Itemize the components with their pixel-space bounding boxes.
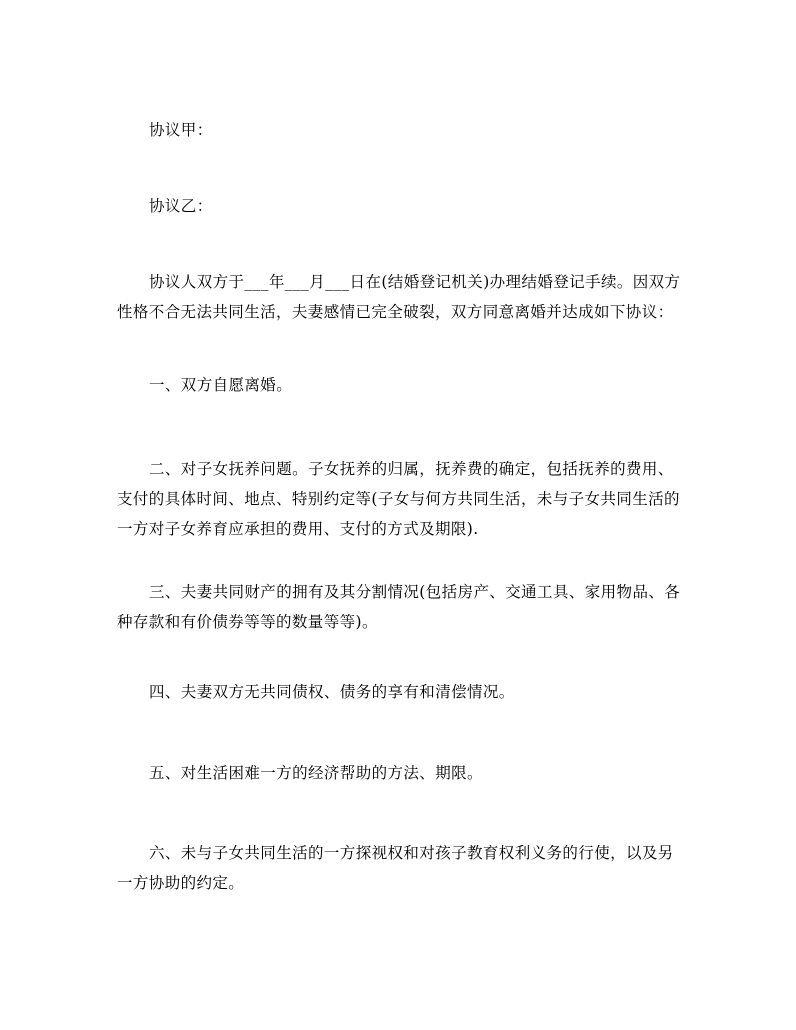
agreement-intro: 协议人双方于___年___月___日在(结婚登记机关)办理结婚登记手续。因双方性格不合无法共同生活，夫妻感情已完全破裂，双方同意离婚并达成如下协议： [117,273,681,321]
clause-2: 二、对子女抚养问题。子女抚养的归属，抚养费的确定，包括抚养的费用、支付的具体时间、地点、特别约定等(子女与何方共同生活，未与子女共同生活的一方对子女养育应承担的费用、支付的方式及期限). [117,460,680,538]
party-a-line: 协议甲： [149,121,213,139]
clause-4: 四、夫妻双方无共同债权、债务的享有和清偿情况。 [149,683,515,701]
clause-1: 一、双方自愿离婚。 [149,376,293,394]
clause-5: 五、对生活困难一方的经济帮助的方法、期限。 [149,764,483,782]
clause-6: 六、未与子女共同生活的一方探视权和对孩子教育权利义务的行使，以及另一方协助的约定。 [117,844,674,892]
clause-3: 三、夫妻共同财产的拥有及其分割情况(包括房产、交通工具、家用物品、各种存款和有价债券等等的数量等等)。 [117,583,681,631]
party-b-line: 协议乙： [149,197,213,215]
